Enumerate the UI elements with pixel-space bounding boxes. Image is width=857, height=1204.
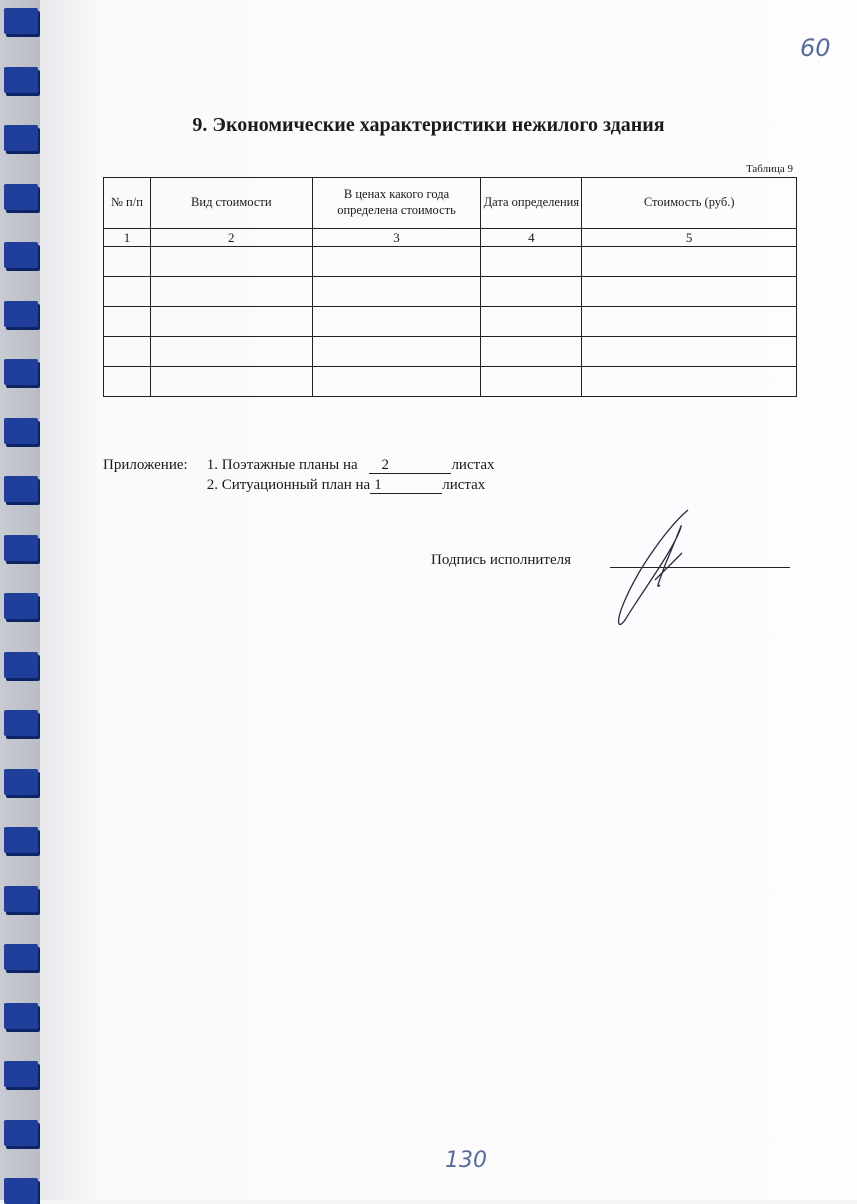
table-cell	[104, 307, 151, 337]
binding-ring	[4, 710, 38, 736]
table-row	[104, 367, 797, 397]
binding-ring	[4, 886, 38, 912]
binding-ring	[4, 476, 38, 502]
table-cell	[104, 277, 151, 307]
binding-ring	[4, 593, 38, 619]
column-number: 3	[312, 229, 481, 247]
table-cell	[481, 277, 582, 307]
economic-characteristics-table	[103, 177, 797, 397]
table-cell	[582, 247, 797, 277]
handwritten-signature	[610, 505, 690, 630]
table-row	[104, 247, 797, 277]
column-number: 2	[150, 229, 312, 247]
table-cell	[481, 367, 582, 397]
table-row	[104, 307, 797, 337]
header-cell: В ценах какого года определена стоимость	[312, 178, 481, 229]
column-number-row	[104, 229, 797, 247]
table-cell	[481, 337, 582, 367]
handwritten-number: 130	[445, 1148, 487, 1173]
header-cell: № п/п	[104, 178, 151, 229]
appendix-item	[103, 455, 495, 475]
appendix	[103, 455, 495, 495]
binding-ring	[4, 67, 38, 93]
binding-ring	[4, 769, 38, 795]
table-row	[104, 337, 797, 367]
column-number: 1	[104, 229, 151, 247]
table-cell	[150, 367, 312, 397]
table-cell	[582, 307, 797, 337]
binding-ring	[4, 1003, 38, 1029]
binding-ring	[4, 1061, 38, 1087]
table-cell	[104, 337, 151, 367]
table-cell	[481, 307, 582, 337]
column-number: 4	[481, 229, 582, 247]
handwritten-page-number: 60	[800, 34, 831, 62]
appendix-item-suffix: листах	[442, 477, 486, 493]
header-cell: Стоимость (руб.)	[582, 178, 797, 229]
table-header-row	[104, 178, 797, 229]
binding-ring	[4, 652, 38, 678]
table-cell	[312, 307, 481, 337]
table-row	[104, 277, 797, 307]
appendix-item-text: 2. Ситуационный план на	[206, 477, 371, 493]
table-cell	[150, 277, 312, 307]
table-cell	[150, 247, 312, 277]
header-cell: Вид стоимости	[150, 178, 312, 229]
table-cell	[104, 367, 151, 397]
appendix-item-suffix: листах	[451, 457, 495, 473]
binding-ring	[4, 301, 38, 327]
binding-ring	[4, 944, 38, 970]
binding-ring	[4, 535, 38, 561]
binding-ring	[4, 8, 38, 34]
table-cell	[150, 337, 312, 367]
appendix-label: Приложение:	[103, 457, 188, 473]
table-cell	[312, 337, 481, 367]
column-number: 5	[582, 229, 797, 247]
table-cell	[582, 367, 797, 397]
binding-ring	[4, 359, 38, 385]
binding-ring	[4, 242, 38, 268]
table-cell	[312, 277, 481, 307]
binding-ring	[4, 184, 38, 210]
table-cell	[104, 247, 151, 277]
binding-ring	[4, 1120, 38, 1146]
binding-ring	[4, 418, 38, 444]
table-cell	[582, 277, 797, 307]
binding-ring	[4, 827, 38, 853]
appendix-item-value: 2	[369, 457, 451, 474]
appendix-item-text: 1. Поэтажные планы на	[206, 457, 358, 473]
table-cell	[582, 337, 797, 367]
page-title: 9. Экономические характеристики нежилого здания	[192, 114, 665, 136]
table-cell	[150, 307, 312, 337]
table-cell	[312, 367, 481, 397]
table-cell	[312, 247, 481, 277]
table-cell	[481, 247, 582, 277]
appendix-item	[103, 475, 495, 495]
signature-label: Подпись исполнителя	[431, 552, 571, 568]
binding-ring	[4, 1178, 38, 1204]
header-cell: Дата определения	[481, 178, 582, 229]
table-caption: Таблица 9	[745, 163, 793, 175]
appendix-item-value: 1	[370, 477, 442, 494]
